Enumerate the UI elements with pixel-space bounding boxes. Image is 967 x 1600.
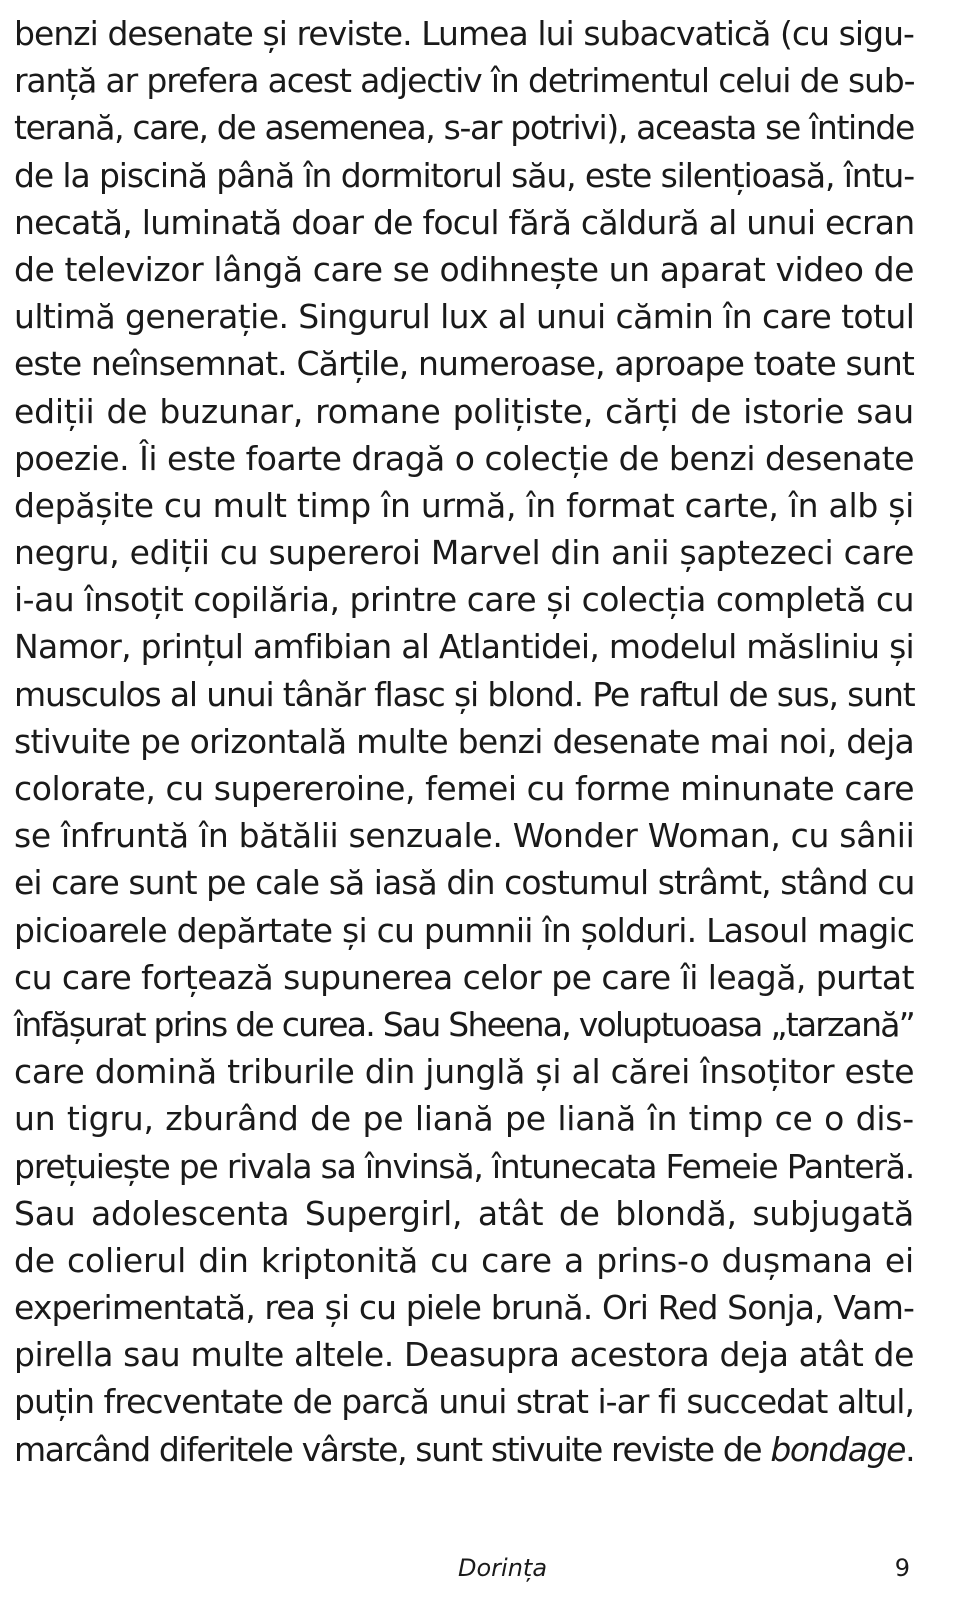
last-line-prefix: marcând diferitele vârste, sunt stivuite reviste de xyxy=(14,1429,771,1469)
text-line-30: puțin frecventate de parcă unui strat i-ar fi succedat altul, xyxy=(14,1382,914,1422)
text-line-13: i-au însoțit copilăria, printre care și colecția completă cu xyxy=(14,580,914,620)
text-line-14: Namor, prințul amfibian al Atlantidei, modelul măsliniu și xyxy=(14,627,914,667)
text-line-8: este neînsemnat. Cărțile, numeroase, aproape toate sunt xyxy=(14,344,914,384)
text-line-25: prețuiește pe rivala sa învinsă, întunecata Femeie Panteră. xyxy=(14,1146,914,1186)
text-line-12: negru, ediții cu supereroi Marvel din anii șaptezeci care xyxy=(14,533,914,573)
text-line-5: necată, luminată doar de focul fără căldură al unui ecran xyxy=(14,202,915,242)
text-line-22: înfășurat prins de curea. Sau Sheena, voluptuoasa „tarzană” xyxy=(14,1004,914,1044)
text-line-6: de televizor lângă care se odihnește un aparat video de xyxy=(14,249,914,289)
text-line-9: ediții de buzunar, romane polițiste, cărți de istorie sau xyxy=(14,391,914,431)
italic-term: bondage xyxy=(770,1429,906,1469)
body-text xyxy=(14,10,914,1473)
text-line-1: benzi desenate și reviste. Lumea lui subacvatică (cu sigu- xyxy=(14,14,914,53)
text-line-4: de la piscină până în dormitorul său, este silențioasă, întu- xyxy=(14,155,914,195)
text-line-2: ranță ar prefera acest adjectiv în detrimentul celui de sub- xyxy=(14,61,915,101)
text-line-7: ultimă generație. Singurul lux al unui cămin în care totul xyxy=(14,297,915,337)
text-line-27: de colierul din kriptonită cu care a prins-o dușmana ei xyxy=(14,1240,914,1280)
page-number: 9 xyxy=(894,1554,910,1582)
text-line-19: ei care sunt pe cale să iasă din costumul strâmt, stând cu xyxy=(14,863,915,903)
text-line-3: terană, care, de asemenea, s-ar potrivi), aceasta se întinde xyxy=(14,108,914,148)
text-line-10: poezie. Îi este foarte dragă o colecție de benzi desenate xyxy=(14,438,914,478)
text-line-21: cu care forțează supunerea celor pe care îi leagă, purtat xyxy=(14,957,914,997)
text-line-17: colorate, cu supereroine, femei cu forme minunate care xyxy=(14,769,915,808)
text-line-15: musculos al unui tânăr flasc și blond. Pe raftul de sus, sunt xyxy=(14,674,915,714)
page-footer xyxy=(0,1548,967,1588)
text-line-23: care domină triburile din junglă și al cărei însoțitor este xyxy=(14,1052,915,1092)
text-line-26: Sau adolescenta Supergirl, atât de blondă, subjugată xyxy=(14,1193,914,1233)
text-line-31 xyxy=(14,1426,914,1473)
last-line-suffix: . xyxy=(905,1429,915,1469)
text-line-11: depășite cu mult timp în urmă, în format carte, în alb și xyxy=(14,485,914,525)
text-line-20: picioarele depărtate și cu pumnii în șolduri. Lasoul magic xyxy=(14,910,915,950)
text-line-24: un tigru, zburând de pe liană pe liană în timp ce o dis- xyxy=(14,1099,914,1139)
text-line-16: stivuite pe orizontală multe benzi desenate mai noi, deja xyxy=(14,721,915,761)
running-title: Dorința xyxy=(458,1554,548,1582)
text-line-28: experimentată, rea și cu piele brună. Ori Red Sonja, Vam- xyxy=(14,1288,914,1328)
text-line-18: se înfruntă în bătălii senzuale. Wonder Woman, cu sânii xyxy=(14,816,915,856)
text-line-29: pirella sau multe altele. Deasupra acestora deja atât de xyxy=(14,1335,914,1375)
